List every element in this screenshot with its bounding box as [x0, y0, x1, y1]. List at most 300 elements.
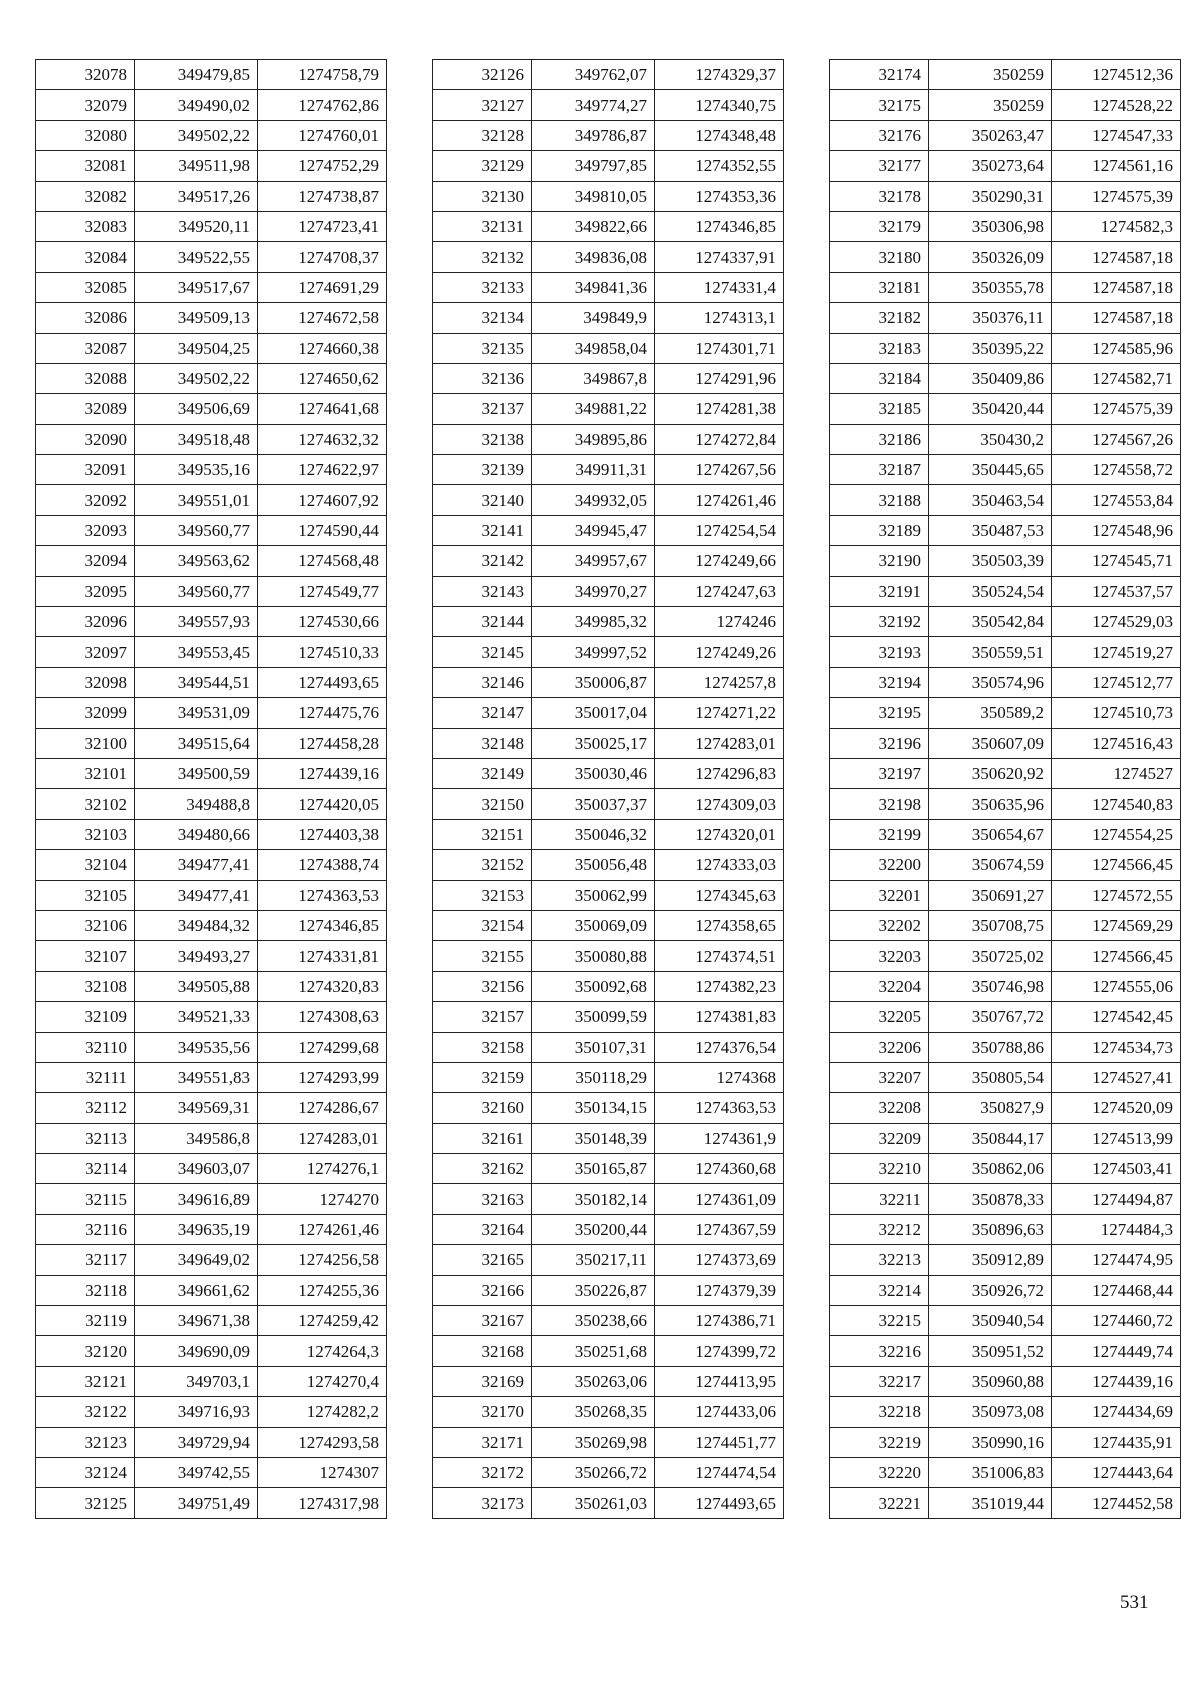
point-number-cell: 32205 — [830, 1002, 929, 1032]
x-coordinate-cell: 350259 — [929, 60, 1052, 90]
point-number-cell: 32161 — [433, 1123, 532, 1153]
y-coordinate-cell: 1274513,99 — [1052, 1123, 1181, 1153]
y-coordinate-cell: 1274566,45 — [1052, 850, 1181, 880]
point-number-cell: 32079 — [36, 90, 135, 120]
x-coordinate-cell: 350092,68 — [532, 971, 655, 1001]
point-number-cell: 32140 — [433, 485, 532, 515]
y-coordinate-cell: 1274632,32 — [258, 424, 387, 454]
y-coordinate-cell: 1274358,65 — [655, 910, 784, 940]
x-coordinate-cell: 350269,98 — [532, 1427, 655, 1457]
y-coordinate-cell: 1274381,83 — [655, 1002, 784, 1032]
y-coordinate-cell: 1274641,68 — [258, 394, 387, 424]
x-coordinate-cell: 351006,83 — [929, 1457, 1052, 1487]
y-coordinate-cell: 1274255,36 — [258, 1275, 387, 1305]
table-row — [830, 1275, 1181, 1305]
y-coordinate-cell: 1274296,83 — [655, 758, 784, 788]
point-number-cell: 32081 — [36, 151, 135, 181]
y-coordinate-cell: 1274286,67 — [258, 1093, 387, 1123]
point-number-cell: 32192 — [830, 607, 929, 637]
x-coordinate-cell: 349690,09 — [135, 1336, 258, 1366]
point-number-cell: 32102 — [36, 789, 135, 819]
point-number-cell: 32084 — [36, 242, 135, 272]
y-coordinate-cell: 1274434,69 — [1052, 1397, 1181, 1427]
point-number-cell: 32179 — [830, 211, 929, 241]
y-coordinate-cell: 1274386,71 — [655, 1306, 784, 1336]
table-row — [433, 1366, 784, 1396]
point-number-cell: 32085 — [36, 272, 135, 302]
table-row — [36, 333, 387, 363]
y-coordinate-cell: 1274413,95 — [655, 1366, 784, 1396]
table-row — [36, 1002, 387, 1032]
y-coordinate-cell: 1274281,38 — [655, 394, 784, 424]
x-coordinate-cell: 349997,52 — [532, 637, 655, 667]
table-row — [830, 303, 1181, 333]
y-coordinate-cell: 1274752,29 — [258, 151, 387, 181]
point-number-cell: 32096 — [36, 607, 135, 637]
x-coordinate-cell: 349895,86 — [532, 424, 655, 454]
y-coordinate-cell: 1274484,3 — [1052, 1214, 1181, 1244]
y-coordinate-cell: 1274567,26 — [1052, 424, 1181, 454]
y-coordinate-cell: 1274439,16 — [258, 758, 387, 788]
y-coordinate-cell: 1274582,71 — [1052, 363, 1181, 393]
point-number-cell: 32101 — [36, 758, 135, 788]
point-number-cell: 32203 — [830, 941, 929, 971]
table-row — [433, 1123, 784, 1153]
x-coordinate-cell: 349517,26 — [135, 181, 258, 211]
x-coordinate-cell: 350951,52 — [929, 1336, 1052, 1366]
point-number-cell: 32121 — [36, 1366, 135, 1396]
point-number-cell: 32214 — [830, 1275, 929, 1305]
point-number-cell: 32155 — [433, 941, 532, 971]
table-row — [433, 1093, 784, 1123]
y-coordinate-cell: 1274363,53 — [258, 880, 387, 910]
y-coordinate-cell: 1274299,68 — [258, 1032, 387, 1062]
point-number-cell: 32119 — [36, 1306, 135, 1336]
x-coordinate-cell: 350487,53 — [929, 515, 1052, 545]
x-coordinate-cell: 350056,48 — [532, 850, 655, 880]
table-row — [433, 455, 784, 485]
y-coordinate-cell: 1274259,42 — [258, 1306, 387, 1336]
x-coordinate-cell: 350037,37 — [532, 789, 655, 819]
table-row — [433, 1427, 784, 1457]
y-coordinate-cell: 1274553,84 — [1052, 485, 1181, 515]
table-row — [433, 971, 784, 1001]
table-row — [830, 546, 1181, 576]
x-coordinate-cell: 349849,9 — [532, 303, 655, 333]
x-coordinate-cell: 349797,85 — [532, 151, 655, 181]
x-coordinate-cell: 349671,38 — [135, 1306, 258, 1336]
table-row — [433, 850, 784, 880]
x-coordinate-cell: 349557,93 — [135, 607, 258, 637]
point-number-cell: 32159 — [433, 1062, 532, 1092]
point-number-cell: 32093 — [36, 515, 135, 545]
y-coordinate-cell: 1274283,01 — [655, 728, 784, 758]
y-coordinate-cell: 1274566,45 — [1052, 941, 1181, 971]
point-number-cell: 32156 — [433, 971, 532, 1001]
y-coordinate-cell: 1274246 — [655, 607, 784, 637]
table-row — [433, 819, 784, 849]
point-number-cell: 32185 — [830, 394, 929, 424]
x-coordinate-cell: 349515,64 — [135, 728, 258, 758]
point-number-cell: 32212 — [830, 1214, 929, 1244]
point-number-cell: 32193 — [830, 637, 929, 667]
x-coordinate-cell: 350306,98 — [929, 211, 1052, 241]
y-coordinate-cell: 1274433,06 — [655, 1397, 784, 1427]
x-coordinate-cell: 349535,56 — [135, 1032, 258, 1062]
table-row — [433, 1336, 784, 1366]
x-coordinate-cell: 349509,13 — [135, 303, 258, 333]
point-number-cell: 32198 — [830, 789, 929, 819]
x-coordinate-cell: 350862,06 — [929, 1154, 1052, 1184]
x-coordinate-cell: 350263,06 — [532, 1366, 655, 1396]
point-number-cell: 32095 — [36, 576, 135, 606]
table-row — [433, 698, 784, 728]
point-number-cell: 32210 — [830, 1154, 929, 1184]
y-coordinate-cell: 1274367,59 — [655, 1214, 784, 1244]
table-row — [433, 1245, 784, 1275]
y-coordinate-cell: 1274529,03 — [1052, 607, 1181, 637]
y-coordinate-cell: 1274345,63 — [655, 880, 784, 910]
y-coordinate-cell: 1274691,29 — [258, 272, 387, 302]
point-number-cell: 32103 — [36, 819, 135, 849]
table-row — [433, 181, 784, 211]
x-coordinate-cell: 350574,96 — [929, 667, 1052, 697]
table-row — [36, 971, 387, 1001]
y-coordinate-cell: 1274452,58 — [1052, 1488, 1181, 1518]
x-coordinate-cell: 349505,88 — [135, 971, 258, 1001]
table-row — [830, 1214, 1181, 1244]
y-coordinate-cell: 1274762,86 — [258, 90, 387, 120]
point-number-cell: 32108 — [36, 971, 135, 1001]
table-row — [433, 1306, 784, 1336]
x-coordinate-cell: 350069,09 — [532, 910, 655, 940]
y-coordinate-cell: 1274443,64 — [1052, 1457, 1181, 1487]
point-number-cell: 32220 — [830, 1457, 929, 1487]
y-coordinate-cell: 1274320,01 — [655, 819, 784, 849]
table-row — [433, 394, 784, 424]
x-coordinate-cell: 349493,27 — [135, 941, 258, 971]
point-number-cell: 32170 — [433, 1397, 532, 1427]
x-coordinate-cell: 350788,86 — [929, 1032, 1052, 1062]
point-number-cell: 32216 — [830, 1336, 929, 1366]
y-coordinate-cell: 1274558,72 — [1052, 455, 1181, 485]
x-coordinate-cell: 350896,63 — [929, 1214, 1052, 1244]
table-row — [830, 211, 1181, 241]
point-number-cell: 32136 — [433, 363, 532, 393]
table-row — [830, 667, 1181, 697]
y-coordinate-cell: 1274758,79 — [258, 60, 387, 90]
point-number-cell: 32180 — [830, 242, 929, 272]
x-coordinate-cell: 349479,85 — [135, 60, 258, 90]
y-coordinate-cell: 1274587,18 — [1052, 303, 1181, 333]
table-row — [36, 242, 387, 272]
x-coordinate-cell: 349786,87 — [532, 120, 655, 150]
table-row — [433, 211, 784, 241]
y-coordinate-cell: 1274435,91 — [1052, 1427, 1181, 1457]
x-coordinate-cell: 349932,05 — [532, 485, 655, 515]
x-coordinate-cell: 350635,96 — [929, 789, 1052, 819]
coordinate-table-1 — [35, 59, 387, 1519]
x-coordinate-cell: 349521,33 — [135, 1002, 258, 1032]
y-coordinate-cell: 1274520,09 — [1052, 1093, 1181, 1123]
y-coordinate-cell: 1274329,37 — [655, 60, 784, 90]
table-row — [830, 394, 1181, 424]
table-row — [36, 1093, 387, 1123]
point-number-cell: 32157 — [433, 1002, 532, 1032]
point-number-cell: 32172 — [433, 1457, 532, 1487]
table-row — [36, 910, 387, 940]
point-number-cell: 32217 — [830, 1366, 929, 1396]
table-row — [36, 1457, 387, 1487]
point-number-cell: 32158 — [433, 1032, 532, 1062]
x-coordinate-cell: 349716,93 — [135, 1397, 258, 1427]
y-coordinate-cell: 1274373,69 — [655, 1245, 784, 1275]
x-coordinate-cell: 350542,84 — [929, 607, 1052, 637]
point-number-cell: 32092 — [36, 485, 135, 515]
point-number-cell: 32097 — [36, 637, 135, 667]
table-row — [433, 333, 784, 363]
x-coordinate-cell: 349774,27 — [532, 90, 655, 120]
y-coordinate-cell: 1274337,91 — [655, 242, 784, 272]
x-coordinate-cell: 349484,32 — [135, 910, 258, 940]
x-coordinate-cell: 349762,07 — [532, 60, 655, 90]
x-coordinate-cell: 349616,89 — [135, 1184, 258, 1214]
y-coordinate-cell: 1274568,48 — [258, 546, 387, 576]
point-number-cell: 32154 — [433, 910, 532, 940]
point-number-cell: 32191 — [830, 576, 929, 606]
x-coordinate-cell: 350620,92 — [929, 758, 1052, 788]
y-coordinate-cell: 1274493,65 — [258, 667, 387, 697]
table-row — [830, 576, 1181, 606]
table-row — [433, 1457, 784, 1487]
point-number-cell: 32125 — [36, 1488, 135, 1518]
table-row — [830, 485, 1181, 515]
x-coordinate-cell: 349586,8 — [135, 1123, 258, 1153]
table-row — [36, 880, 387, 910]
point-number-cell: 32112 — [36, 1093, 135, 1123]
x-coordinate-cell: 350878,33 — [929, 1184, 1052, 1214]
x-coordinate-cell: 350238,66 — [532, 1306, 655, 1336]
x-coordinate-cell: 350217,11 — [532, 1245, 655, 1275]
y-coordinate-cell: 1274527 — [1052, 758, 1181, 788]
x-coordinate-cell: 349945,47 — [532, 515, 655, 545]
x-coordinate-cell: 350062,99 — [532, 880, 655, 910]
y-coordinate-cell: 1274512,36 — [1052, 60, 1181, 90]
point-number-cell: 32163 — [433, 1184, 532, 1214]
point-number-cell: 32141 — [433, 515, 532, 545]
point-number-cell: 32196 — [830, 728, 929, 758]
point-number-cell: 32086 — [36, 303, 135, 333]
x-coordinate-cell: 350607,09 — [929, 728, 1052, 758]
table-row — [433, 607, 784, 637]
x-coordinate-cell: 350046,32 — [532, 819, 655, 849]
point-number-cell: 32219 — [830, 1427, 929, 1457]
point-number-cell: 32088 — [36, 363, 135, 393]
table-row — [433, 758, 784, 788]
point-number-cell: 32078 — [36, 60, 135, 90]
y-coordinate-cell: 1274307 — [258, 1457, 387, 1487]
x-coordinate-cell: 349551,83 — [135, 1062, 258, 1092]
table-row — [36, 1123, 387, 1153]
y-coordinate-cell: 1274569,29 — [1052, 910, 1181, 940]
table-row — [830, 1245, 1181, 1275]
point-number-cell: 32113 — [36, 1123, 135, 1153]
x-coordinate-cell: 350165,87 — [532, 1154, 655, 1184]
y-coordinate-cell: 1274582,3 — [1052, 211, 1181, 241]
point-number-cell: 32134 — [433, 303, 532, 333]
y-coordinate-cell: 1274261,46 — [258, 1214, 387, 1244]
table-row — [36, 515, 387, 545]
point-number-cell: 32186 — [830, 424, 929, 454]
point-number-cell: 32207 — [830, 1062, 929, 1092]
point-number-cell: 32142 — [433, 546, 532, 576]
table-row — [830, 910, 1181, 940]
y-coordinate-cell: 1274249,66 — [655, 546, 784, 576]
y-coordinate-cell: 1274510,33 — [258, 637, 387, 667]
table-row — [433, 546, 784, 576]
point-number-cell: 32165 — [433, 1245, 532, 1275]
point-number-cell: 32083 — [36, 211, 135, 241]
x-coordinate-cell: 350376,11 — [929, 303, 1052, 333]
table-row — [830, 1457, 1181, 1487]
y-coordinate-cell: 1274420,05 — [258, 789, 387, 819]
point-number-cell: 32148 — [433, 728, 532, 758]
point-number-cell: 32106 — [36, 910, 135, 940]
point-number-cell: 32171 — [433, 1427, 532, 1457]
y-coordinate-cell: 1274554,25 — [1052, 819, 1181, 849]
point-number-cell: 32107 — [36, 941, 135, 971]
table-row — [830, 1427, 1181, 1457]
y-coordinate-cell: 1274379,39 — [655, 1275, 784, 1305]
x-coordinate-cell: 350654,67 — [929, 819, 1052, 849]
table-row — [830, 728, 1181, 758]
point-number-cell: 32124 — [36, 1457, 135, 1487]
table-row — [433, 728, 784, 758]
table-row — [433, 910, 784, 940]
y-coordinate-cell: 1274545,71 — [1052, 546, 1181, 576]
table-row — [433, 485, 784, 515]
table-row — [830, 90, 1181, 120]
point-number-cell: 32176 — [830, 120, 929, 150]
x-coordinate-cell: 349520,11 — [135, 211, 258, 241]
table-row — [36, 1397, 387, 1427]
table-row — [36, 1488, 387, 1518]
y-coordinate-cell: 1274534,73 — [1052, 1032, 1181, 1062]
table-row — [433, 1488, 784, 1518]
y-coordinate-cell: 1274537,57 — [1052, 576, 1181, 606]
table-row — [830, 1123, 1181, 1153]
table-row — [36, 789, 387, 819]
y-coordinate-cell: 1274449,74 — [1052, 1336, 1181, 1366]
x-coordinate-cell: 350200,44 — [532, 1214, 655, 1244]
table-row — [433, 60, 784, 90]
y-coordinate-cell: 1274458,28 — [258, 728, 387, 758]
y-coordinate-cell: 1274271,22 — [655, 698, 784, 728]
point-number-cell: 32098 — [36, 667, 135, 697]
point-number-cell: 32149 — [433, 758, 532, 788]
x-coordinate-cell: 349751,49 — [135, 1488, 258, 1518]
point-number-cell: 32090 — [36, 424, 135, 454]
table-row — [830, 1306, 1181, 1336]
x-coordinate-cell: 350926,72 — [929, 1275, 1052, 1305]
table-row — [36, 60, 387, 90]
table-row — [830, 880, 1181, 910]
table-row — [36, 758, 387, 788]
point-number-cell: 32200 — [830, 850, 929, 880]
y-coordinate-cell: 1274283,01 — [258, 1123, 387, 1153]
y-coordinate-cell: 1274399,72 — [655, 1336, 784, 1366]
table-row — [830, 363, 1181, 393]
y-coordinate-cell: 1274723,41 — [258, 211, 387, 241]
table-row — [36, 151, 387, 181]
y-coordinate-cell: 1274293,58 — [258, 1427, 387, 1457]
x-coordinate-cell: 349488,8 — [135, 789, 258, 819]
point-number-cell: 32132 — [433, 242, 532, 272]
y-coordinate-cell: 1274331,81 — [258, 941, 387, 971]
x-coordinate-cell: 350025,17 — [532, 728, 655, 758]
table-row — [36, 1427, 387, 1457]
table-row — [830, 1154, 1181, 1184]
x-coordinate-cell: 350326,09 — [929, 242, 1052, 272]
table-row — [433, 272, 784, 302]
point-number-cell: 32221 — [830, 1488, 929, 1518]
table-row — [433, 667, 784, 697]
table-row — [36, 698, 387, 728]
y-coordinate-cell: 1274276,1 — [258, 1154, 387, 1184]
point-number-cell: 32133 — [433, 272, 532, 302]
x-coordinate-cell: 349511,98 — [135, 151, 258, 181]
y-coordinate-cell: 1274760,01 — [258, 120, 387, 150]
point-number-cell: 32197 — [830, 758, 929, 788]
y-coordinate-cell: 1274374,51 — [655, 941, 784, 971]
y-coordinate-cell: 1274561,16 — [1052, 151, 1181, 181]
table-row — [830, 637, 1181, 667]
table-row — [830, 1366, 1181, 1396]
table-row — [830, 424, 1181, 454]
y-coordinate-cell: 1274363,53 — [655, 1093, 784, 1123]
table-row — [36, 1032, 387, 1062]
x-coordinate-cell: 350503,39 — [929, 546, 1052, 576]
y-coordinate-cell: 1274474,54 — [655, 1457, 784, 1487]
y-coordinate-cell: 1274348,48 — [655, 120, 784, 150]
table-row — [830, 242, 1181, 272]
x-coordinate-cell: 350990,16 — [929, 1427, 1052, 1457]
point-number-cell: 32174 — [830, 60, 929, 90]
point-number-cell: 32131 — [433, 211, 532, 241]
x-coordinate-cell: 349518,48 — [135, 424, 258, 454]
y-coordinate-cell: 1274264,3 — [258, 1336, 387, 1366]
point-number-cell: 32143 — [433, 576, 532, 606]
x-coordinate-cell: 350107,31 — [532, 1032, 655, 1062]
point-number-cell: 32080 — [36, 120, 135, 150]
table-row — [433, 90, 784, 120]
y-coordinate-cell: 1274249,26 — [655, 637, 784, 667]
table-row — [36, 1062, 387, 1092]
point-number-cell: 32089 — [36, 394, 135, 424]
x-coordinate-cell: 350463,54 — [929, 485, 1052, 515]
point-number-cell: 32184 — [830, 363, 929, 393]
table-row — [36, 181, 387, 211]
table-row — [830, 1184, 1181, 1214]
y-coordinate-cell: 1274493,65 — [655, 1488, 784, 1518]
y-coordinate-cell: 1274738,87 — [258, 181, 387, 211]
point-number-cell: 32187 — [830, 455, 929, 485]
point-number-cell: 32211 — [830, 1184, 929, 1214]
point-number-cell: 32178 — [830, 181, 929, 211]
point-number-cell: 32201 — [830, 880, 929, 910]
y-coordinate-cell: 1274313,1 — [655, 303, 784, 333]
point-number-cell: 32082 — [36, 181, 135, 211]
